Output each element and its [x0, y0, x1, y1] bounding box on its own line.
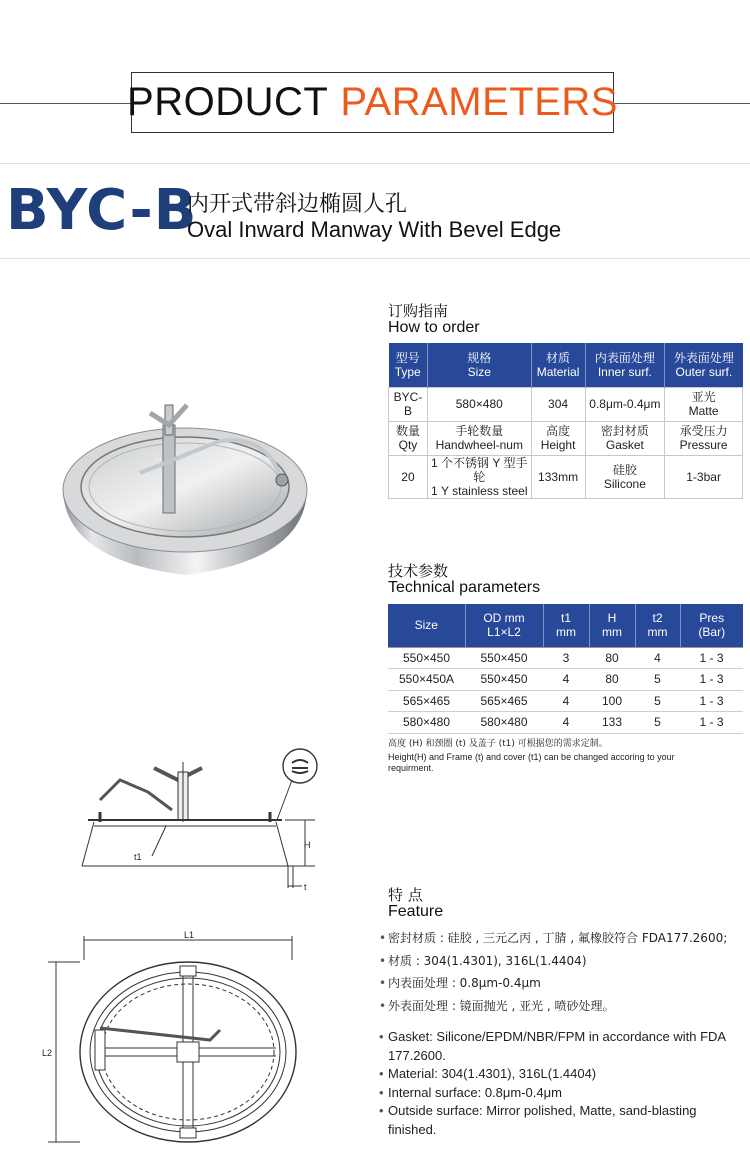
table-row	[388, 712, 743, 734]
feature-title-cn: 特 点	[388, 886, 423, 904]
title-word-2: PARAMETERS	[340, 80, 618, 124]
tech-col-header: OD mm L1×L2	[465, 604, 543, 647]
list-item: • 内表面处理 : 0.8μm-0.4μm	[379, 972, 731, 995]
table-cell: 高度 Height	[531, 421, 585, 455]
label-h: H	[304, 840, 311, 850]
tech-col-header: t2 mm	[635, 604, 680, 647]
table-row	[388, 669, 743, 691]
table-cell: 0.8μm-0.4μm	[585, 387, 665, 421]
divider	[0, 258, 750, 259]
label-l1: L1	[184, 930, 195, 940]
note-cn: 高度 (H) 和颈圈 (t) 及盖子 (t1) 可根据您的需求定制。	[388, 739, 608, 749]
order-col-header: 型号 Type	[389, 343, 428, 387]
side-view-drawing	[60, 740, 335, 900]
order-title-cn: 订购指南	[388, 302, 449, 320]
list-item: • Internal surface: 0.8μm-0.4μm	[379, 1084, 731, 1103]
table-cell: 5	[635, 669, 680, 691]
order-col-header: 材质 Material	[531, 343, 585, 387]
table-cell: 1-3bar	[665, 455, 743, 498]
tech-col-header: Size	[388, 604, 465, 647]
table-row	[388, 647, 743, 669]
table-cell: 550×450	[465, 669, 543, 691]
table-cell: 4	[635, 647, 680, 669]
table-cell: 3	[543, 647, 589, 669]
table-cell: 565×465	[388, 690, 465, 712]
table-row	[389, 387, 743, 421]
order-col-header: 内表面处理 Inner surf.	[585, 343, 665, 387]
table-row	[388, 690, 743, 712]
order-col-header: 外表面处理 Outer surf.	[665, 343, 743, 387]
table-cell: 1 个不锈钢 Y 型手轮 1 Y stainless steel	[427, 455, 531, 498]
list-item: • 密封材质 : 硅胶 , 三元乙丙 , 丁腈 , 氟橡胶符合 FDA177.2600;	[379, 927, 731, 950]
table-cell: 4	[543, 690, 589, 712]
table-cell: 手轮数量 Handwheel-num	[427, 421, 531, 455]
table-cell: 80	[589, 669, 635, 691]
table-cell: 550×450	[465, 647, 543, 669]
table-cell: 133	[589, 712, 635, 734]
table-cell: 承受压力 Pressure	[665, 421, 743, 455]
list-item: • Material: 304(1.4301), 316L(1.4404)	[379, 1065, 731, 1084]
label-t1: t1	[134, 852, 142, 862]
product-name-cn: 内开式带斜边椭圆人孔	[187, 192, 408, 217]
table-cell: 550×450	[388, 647, 465, 669]
label-l2: L2	[42, 1048, 53, 1058]
header-rule-left	[0, 103, 131, 104]
list-item: • 材质 : 304(1.4301), 316L(1.4404)	[379, 950, 731, 973]
list-item: • Gasket: Silicone/EPDM/NBR/FPM in accordance with FDA 177.2600.	[379, 1028, 731, 1065]
tech-col-header: Pres (Bar)	[680, 604, 743, 647]
header-rule-right	[614, 103, 750, 104]
table-cell: 1 - 3	[680, 647, 743, 669]
manway-product-image	[55, 395, 315, 600]
label-t: t	[304, 882, 307, 892]
table-cell: 亚光 Matte	[665, 387, 743, 421]
table-cell: 4	[543, 712, 589, 734]
table-cell: 550×450A	[388, 669, 465, 691]
tech-col-header: H mm	[589, 604, 635, 647]
table-cell: 1 - 3	[680, 690, 743, 712]
table-row	[389, 455, 743, 498]
table-cell: 1 - 3	[680, 712, 743, 734]
feature-title-en: Feature	[388, 903, 444, 920]
table-cell: 580×480	[388, 712, 465, 734]
table-cell: 5	[635, 690, 680, 712]
title-word-1: PRODUCT	[127, 80, 329, 124]
table-cell: 580×480	[465, 712, 543, 734]
tech-col-header: t1 mm	[543, 604, 589, 647]
page-title	[127, 72, 618, 133]
product-name-en: Oval Inward Manway With Bevel Edge	[187, 217, 562, 242]
note-en: Height(H) and Frame (t) and cover (t1) can be changed accoring to your requirment.	[388, 752, 675, 773]
table-cell: 1 - 3	[680, 669, 743, 691]
table-cell: 580×480	[427, 387, 531, 421]
table-row	[389, 421, 743, 455]
technical-title-en: Technical parameters	[388, 579, 541, 596]
technical-table	[388, 604, 743, 734]
table-cell: 100	[589, 690, 635, 712]
feature-list-en	[379, 1028, 731, 1139]
list-item: • Outside surface: Mirror polished, Matte, sand-blasting finished.	[379, 1102, 731, 1139]
table-cell: 硅胶 Silicone	[585, 455, 665, 498]
feature-list-cn	[379, 927, 731, 1017]
table-cell: 5	[635, 712, 680, 734]
table-cell: 133mm	[531, 455, 585, 498]
table-cell: 565×465	[465, 690, 543, 712]
table-cell: 20	[389, 455, 428, 498]
table-cell: 4	[543, 669, 589, 691]
order-title-en: How to order	[388, 319, 480, 336]
technical-title-cn: 技术参数	[388, 562, 449, 580]
model-code: BYC-B	[6, 178, 198, 243]
table-cell: 80	[589, 647, 635, 669]
table-cell: BYC-B	[389, 387, 428, 421]
table-cell: 304	[531, 387, 585, 421]
top-view-drawing	[40, 930, 315, 1155]
table-cell: 数量 Qty	[389, 421, 428, 455]
divider	[0, 163, 750, 164]
order-table	[388, 343, 743, 499]
list-item: • 外表面处理 : 镜面抛光 , 亚光 , 喷砂处理。	[379, 995, 731, 1018]
order-col-header: 规格 Size	[427, 343, 531, 387]
table-cell: 密封材质 Gasket	[585, 421, 665, 455]
